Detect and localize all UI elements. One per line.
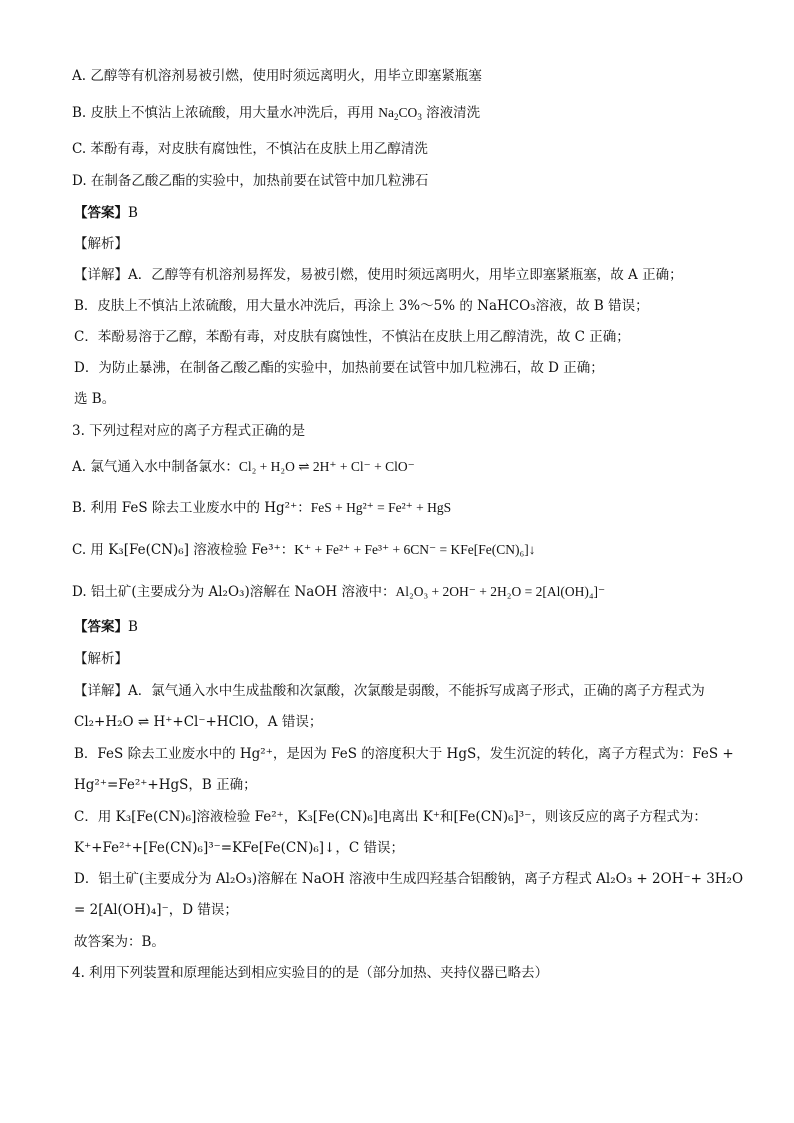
q3-detail-c: C．用 K₃[Fe(CN)₆]溶液检验 Fe²⁺，K₃[Fe(CN)₆]电离出 K⁺和[Fe(CN)₆]³⁻，则该反应的离子方程式为：: [74, 809, 707, 825]
q2-option-c: C. 苯酚有毒，对皮肤有腐蚀性，不慎沾在皮肤上用乙醇清洗: [72, 141, 428, 157]
q3-detail-a: [74, 681, 705, 701]
q2-detail-a-text: A．乙醇等有机溶剂易挥发，易被引燃，使用时须远离明火，用毕立即塞紧瓶塞，故 A 正确；: [128, 267, 683, 283]
q3-option-c: [72, 540, 535, 560]
q2-option-b-tail: 溶液清洗: [421, 105, 481, 121]
q3-option-a-text: A. 氯气通入水中制备氯水：: [72, 459, 239, 475]
q3-detail-d-cont: = 2[Al(OH)₄]⁻，D 错误；: [74, 902, 238, 918]
q3-option-d: [72, 582, 605, 602]
q3-detail-d: D．铝土矿(主要成分为 Al₂O₃)溶解在 NaOH 溶液中生成四羟基合铝酸钠，离子方程式 Al₂O₃ + 2OH⁻+ 3H₂O: [74, 871, 744, 887]
q2-answer: [74, 203, 138, 223]
q2-analysis-label: 【解析】: [74, 236, 128, 252]
q3-option-c-equation: K⁺ + Fe²⁺ + Fe³⁺ + 6CN⁻ = KFe[Fe(CN)₆]↓: [294, 542, 536, 557]
q3-option-d-text: D. 铝土矿(主要成分为 Al₂O₃)溶解在 NaOH 溶液中：: [72, 584, 396, 600]
q2-option-b: [72, 103, 480, 123]
q3-option-d-equation: Al₂O₃ + 2OH⁻ + 2H₂O = 2[Al(OH)₄]⁻: [395, 584, 606, 599]
q2-detail-c: C．苯酚易溶于乙醇，苯酚有毒，对皮肤有腐蚀性，不慎沾在皮肤上用乙醇清洗，故 C 正确；: [74, 329, 630, 345]
q3-analysis-label: 【解析】: [74, 651, 128, 667]
q3-detail-b: B．FeS 除去工业废水中的 Hg²⁺，是因为 FeS 的溶度积大于 HgS，发生沉淀的转化，离子方程式为：FeS +: [74, 746, 734, 762]
q3-option-c-text: C. 用 K₃[Fe(CN)₆] 溶液检验 Fe³⁺：: [72, 542, 295, 558]
q3-option-b-equation: FeS + Hg²⁺ = Fe²⁺ + HgS: [310, 500, 452, 515]
q2-option-b-text: B. 皮肤上不慎沾上浓硫酸，用大量水冲洗后，再用: [72, 105, 379, 121]
q3-detail-a-cont: Cl₂+H₂O ⇌ H⁺+Cl⁻+HClO，A 错误；: [74, 714, 323, 730]
detail-label: 【详解】: [74, 267, 128, 283]
q3-detail-a-text: A．氯气通入水中生成盐酸和次氯酸，次氯酸是弱酸，不能拆写成离子形式，正确的离子方程式为: [128, 683, 705, 699]
q2-detail-b: B．皮肤上不慎沾上浓硫酸，用大量水冲洗后，再涂上 3%～5% 的 NaHCO₃溶液，故 B 错误；: [74, 298, 649, 314]
q3-conclusion: 故答案为：B。: [74, 934, 165, 950]
q3-detail-b-cont: Hg²⁺=Fe²⁺+HgS，B 正确；: [74, 777, 257, 793]
answer-label: 【答案】: [74, 619, 128, 635]
q2-option-a: A. 乙醇等有机溶剂易被引燃，使用时须远离明火，用毕立即塞紧瓶塞: [72, 68, 482, 84]
q3-answer: [74, 617, 138, 637]
q2-conclusion: 选 B。: [74, 391, 116, 407]
answer-label: 【答案】: [74, 205, 128, 221]
q4-stem: 4. 利用下列装置和原理能达到相应实验目的的是（部分加热、夹持仪器已略去）: [72, 965, 549, 981]
na2co3-formula: $Na_2CO_3$: [378, 105, 422, 122]
q3-option-a: [72, 457, 415, 477]
q3-option-a-equation: Cl₂ + H₂O ⇌ 2H⁺ + Cl⁻ + ClO⁻: [238, 459, 415, 474]
q2-detail-d: D．为防止暴沸，在制备乙酸乙酯的实验中，加热前要在试管中加几粒沸石，故 D 正确；: [74, 360, 604, 376]
q3-stem: 3. 下列过程对应的离子方程式正确的是: [72, 423, 306, 439]
q3-detail-c-cont: K⁺+Fe²⁺+[Fe(CN)₆]³⁻=KFe[Fe(CN)₆]↓，C 错误；: [74, 840, 404, 856]
q3-option-b: [72, 498, 451, 518]
answer-value: B: [128, 619, 138, 635]
q2-detail-a: [74, 265, 683, 285]
q3-option-b-text: B. 利用 FeS 除去工业废水中的 Hg²⁺：: [72, 500, 311, 516]
answer-value: B: [128, 205, 138, 221]
detail-label: 【详解】: [74, 683, 128, 699]
q2-option-d: D. 在制备乙酸乙酯的实验中，加热前要在试管中加几粒沸石: [72, 173, 429, 189]
